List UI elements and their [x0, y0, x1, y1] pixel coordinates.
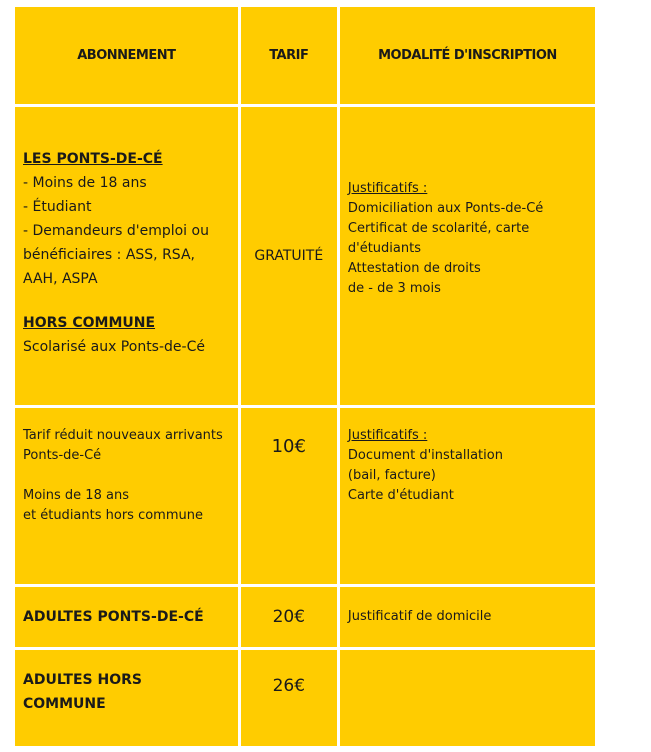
price-cell: GRATUITÉ: [241, 107, 337, 405]
docs-title: Justificatifs :: [347, 181, 428, 196]
list-item: Scolarisé aux Ponts-de-Cé: [23, 339, 205, 355]
docs-cell: [340, 107, 595, 405]
table-row: [15, 587, 595, 647]
header-subscription: ABONNEMENT: [15, 7, 238, 104]
table-row: [15, 408, 595, 584]
subscription-cell: [15, 107, 238, 405]
pricing-table: [12, 4, 598, 749]
subscription-cell: ADULTES PONTS-DE-CÉ: [15, 587, 238, 647]
line: et étudiants hors commune: [23, 508, 203, 523]
line: Ponts-de-Cé: [23, 448, 102, 463]
list-item: - Étudiant: [23, 199, 92, 215]
price-cell: 20€: [241, 587, 337, 647]
doc-item: Certificat de scolarité, carte d'étudiants: [347, 221, 530, 256]
header-row: [15, 7, 595, 104]
doc-item: de - de 3 mois: [347, 281, 441, 296]
docs-cell: Justificatif de domicile: [340, 587, 595, 647]
price-cell: 10€: [241, 408, 337, 584]
line: Tarif réduit nouveaux arrivants: [23, 428, 223, 443]
doc-item: Carte d'étudiant: [347, 488, 454, 503]
header-registration: MODALITÉ D'INSCRIPTION: [340, 7, 595, 104]
header-price: TARIF: [241, 7, 337, 104]
doc-item: Domiciliation aux Ponts-de-Cé: [347, 201, 544, 216]
subscription-cell: ADULTES HORS COMMUNE: [15, 650, 238, 746]
doc-item: Document d'installation: [347, 448, 503, 463]
doc-item: (bail, facture): [347, 468, 436, 483]
commune-title: LES PONTS-DE-CÉ: [23, 151, 163, 167]
list-item: - Demandeurs d'emploi ou bénéficiaires : ASS, RSA, AAH, ASPA: [23, 223, 209, 287]
list-item: - Moins de 18 ans: [23, 175, 147, 191]
doc-item: Attestation de droits: [347, 261, 481, 276]
docs-cell: [340, 650, 595, 746]
table-row: [15, 650, 595, 746]
table-row: [15, 107, 595, 405]
docs-cell: [340, 408, 595, 584]
price-cell: 26€: [241, 650, 337, 746]
subscription-cell: [15, 408, 238, 584]
outside-title: HORS COMMUNE: [23, 315, 156, 331]
line: Moins de 18 ans: [23, 488, 129, 503]
docs-title: Justificatifs :: [347, 428, 428, 443]
